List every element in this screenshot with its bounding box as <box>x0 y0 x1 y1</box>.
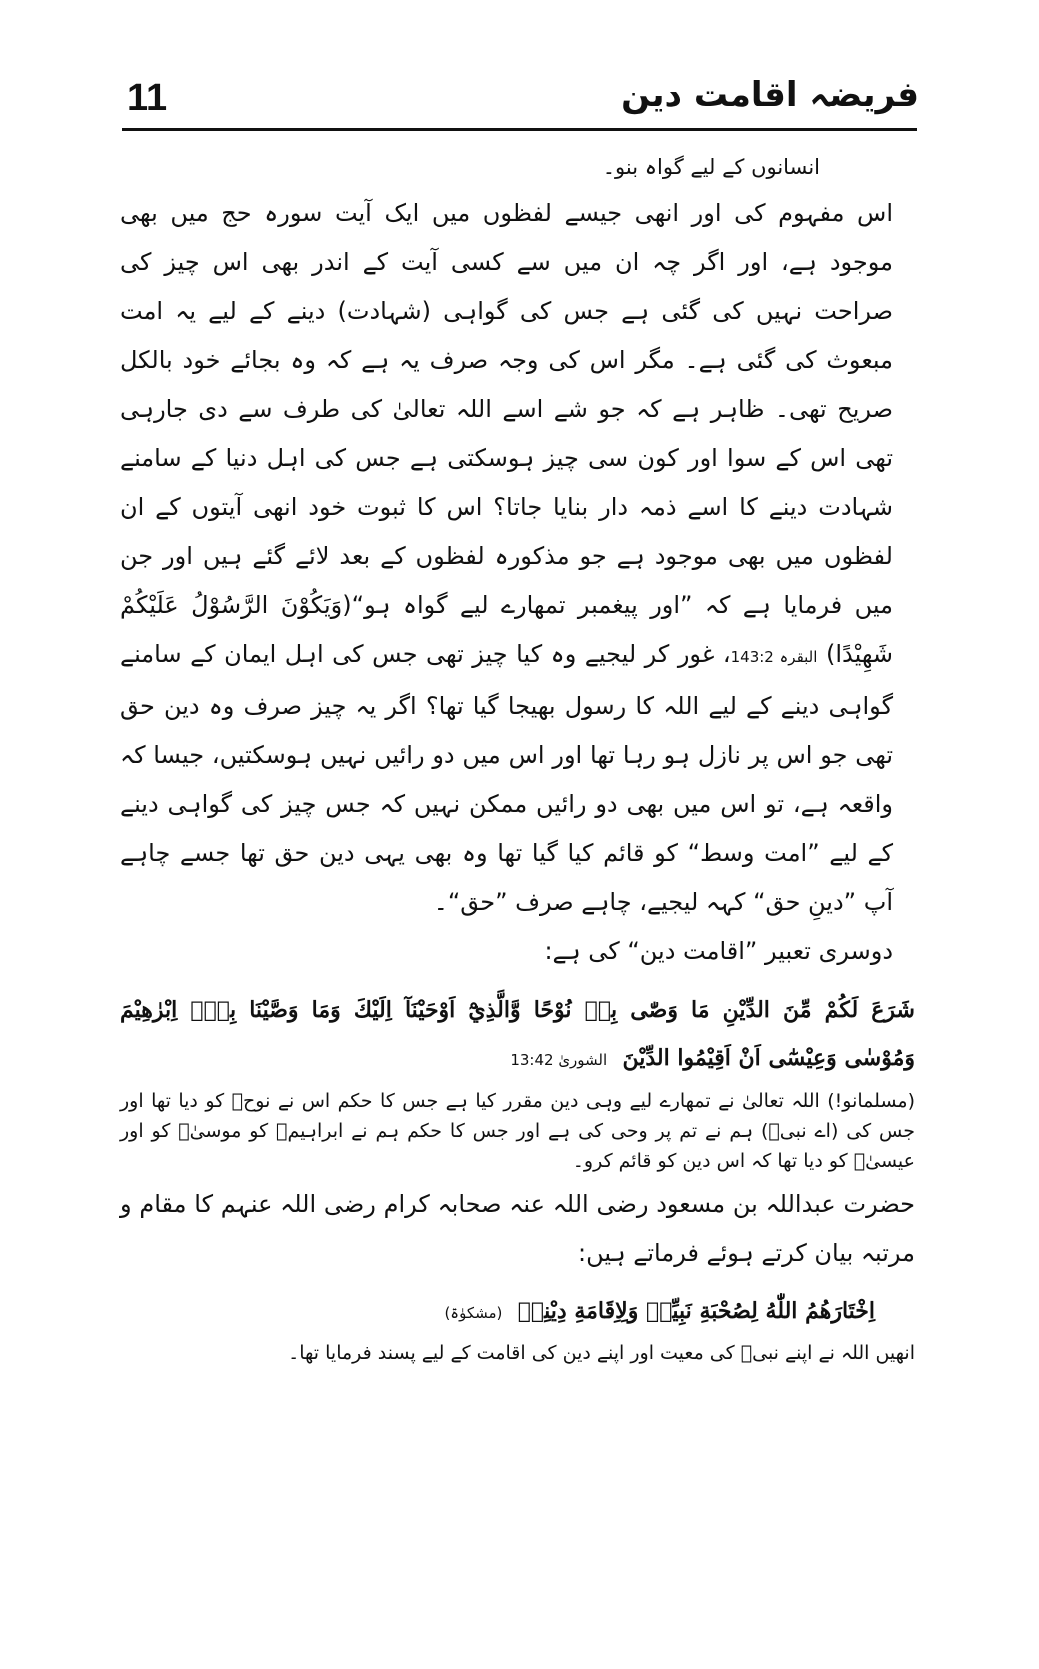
body-text <box>120 145 915 1368</box>
quran-verse <box>120 986 915 1084</box>
paragraph-main-continued: ، غور کر لیجیے وہ کیا چیز تھی جس کی اہل ایمان کے سامنے گواہی دینے کے لیے اللہ کا رسول بھیجا گیا تھا؟ اگر یہ چیز صرف وہ دین حق تھی جو اس پر نازل ہو رہا تھا اور اس میں دو رائیں نہیں ہوسکتیں، جیسا کہ واقعہ ہے، تو اس میں بھی دو رائیں ممکن نہیں کہ جس چیز کی گواہی دینے کے لیے ”امت وسط“ کو قائم کیا گیا تھا وہ بھی یہی دین حق تھا جسے چاہے آپ ”دینِ حق“ کہہ لیجیے، چاہے صرف ”حق“۔ <box>120 640 893 916</box>
arabic-quote-text: اِخْتَارَهُمُ اللّٰهُ لِصُحْبَةِ نَبِيِّهٖ وَلِاِقَامَةِ دِيْنِهٖ <box>517 1298 875 1324</box>
quote-translation: انھیں اللہ نے اپنے نبیؐ کی معیت اور اپنے دین کی اقامت کے لیے پسند فرمایا تھا۔ <box>288 1342 915 1364</box>
verse-translation: (مسلمانو!) اللہ تعالیٰ نے تمھارے لیے وہی دین مقرر کیا ہے جس کا حکم اس نے نوحؑ کو دیا تھا اور جس کی (اے نبیؐ) ہم نے تم پر وحی کی ہے اور جس کا حکم ہم نے ابراہیمؑ کو موسیٰؑ کو اور عیسیٰؑ کو دیا تھا کہ اس دین کو قائم کرو۔ <box>120 1090 915 1172</box>
paragraph-opening: انسانوں کے لیے گواہ بنو۔ <box>602 155 820 179</box>
quran-verse-reference: الشوریٰ 13:42 <box>510 1051 608 1069</box>
paragraph-ibn-masud: حضرت عبداللہ بن مسعود رضی اللہ عنہ صحابہ کرام رضی اللہ عنہم کا مقام و مرتبہ بیان کرتے ہوئے فرماتے ہیں: <box>120 1190 915 1267</box>
quran-verse-text: شَرَعَ لَكُمْ مِّنَ الدِّيْنِ مَا وَصّٰى بِهٖ نُوْحًا وَّالَّذِيْٓ اَوْحَيْنَآ اِلَيْكَ وَمَا وَصَّيْنَا بِهٖٓ اِبْرٰهِيْمَ وَمُوْسٰى وَعِيْسٰٓى اَنْ اَقِيْمُوا الدِّيْنَ <box>120 997 915 1071</box>
paragraph-main-text: اس مفہوم کی اور انھی جیسے لفظوں میں ایک آیت سورہ حج میں بھی موجود ہے، اور اگر چہ ان میں سے کسی آیت کے اندر بھی اس چیز کی صراحت نہیں کی گئی ہے جس کی گواہی (شہادت) دینے کے لیے یہ امت مبعوث کی گئی ہے۔ مگر اس کی وجہ صرف یہ ہے کہ وہ بجائے خود بالکل صریح تھی۔ ظاہر ہے کہ جو شے اسے اللہ تعالیٰ کی طرف سے دی جارہی تھی اس کے سوا اور کون سی چیز ہوسکتی ہے جس کی اہل دنیا کے سامنے شہادت دینے کا اسے ذمہ دار بنایا جاتا؟ اس کا ثبوت خود انھی آیتوں کے ان لفظوں میں بھی موجود ہے جو مذکورہ لفظوں کے بعد لائے گئے ہیں اور جن میں فرمایا ہے کہ ”اور پیغمبر تمھارے لیے گواہ ہو“ <box>120 199 893 619</box>
arabic-quote <box>120 1286 915 1338</box>
running-title: فریضہ اقامت دین <box>621 75 919 115</box>
paragraph-main <box>120 189 915 927</box>
page-number: 11 <box>127 77 168 119</box>
header-rule <box>122 128 917 131</box>
quran-inline: (وَيَكُوْنَ الرَّسُوْلُ عَلَيْكُمْ شَهِيْدًا) <box>120 591 893 668</box>
arabic-quote-reference: (مشکوٰۃ) <box>444 1304 503 1322</box>
quran-inline-reference: البقرہ 143:2 <box>730 648 818 666</box>
paragraph-second-expression: دوسری تعبیر ”اقامت دین“ کی ہے: <box>544 937 893 965</box>
